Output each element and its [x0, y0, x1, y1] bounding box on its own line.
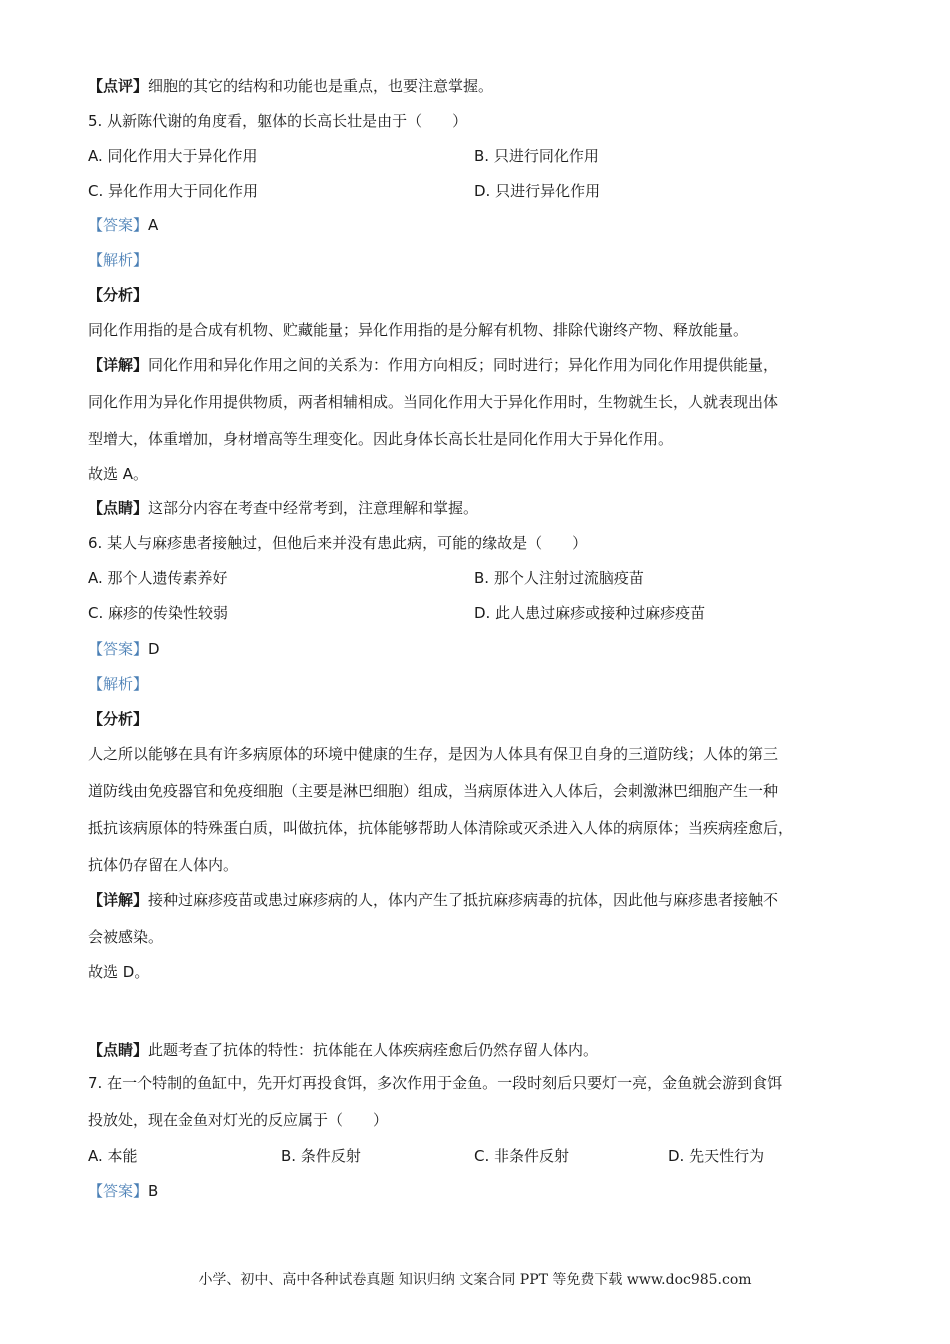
q5-option-b: B. 只进行同化作用 [474, 147, 599, 165]
dianjing-tag: 【点睛】 [88, 499, 149, 517]
q6-xiangjie-l1 [88, 890, 778, 910]
dianjing-text: 此题考查了抗体的特性：抗体能在人体疾病痊愈后仍然存留人体内。 [148, 1041, 599, 1059]
q6-dianjing [88, 1040, 598, 1060]
dianjing-text: 这部分内容在考查中经常考到，注意理解和掌握。 [148, 499, 479, 517]
q7-stem-l1: 7. 在一个特制的鱼缸中，先开灯再投食饵，多次作用于金鱼。一段时刻后只要灯一亮，金鱼就会游到食饵 [88, 1074, 783, 1092]
q5-answer [88, 215, 158, 235]
q5-jiexi-tag: 【解析】 [88, 251, 149, 269]
q5-xiangjie-l3: 型增大，体重增加，身材增高等生理变化。因此身体长高长壮是同化作用大于异化作用。 [88, 430, 674, 448]
q6-fenxi-l1: 人之所以能够在具有许多病原体的环境中健康的生存，是因为人体具有保卫自身的三道防线；人体的第三 [88, 745, 779, 763]
answer-value: A [148, 216, 159, 234]
answer-value: D [148, 640, 160, 658]
answer-tag: 【答案】 [88, 640, 149, 658]
q6-fenxi-l2: 道防线由免疫器官和免疫细胞（主要是淋巴细胞）组成，当病原体进入人体后，会刺激淋巴细胞产生一种 [88, 782, 779, 800]
q7-option-b: B. 条件反射 [281, 1147, 361, 1165]
q6-jiexi-tag: 【解析】 [88, 675, 149, 693]
answer-tag: 【答案】 [88, 1182, 149, 1200]
answer-tag: 【答案】 [88, 216, 149, 234]
q6-option-d: D. 此人患过麻疹或接种过麻疹疫苗 [474, 604, 706, 622]
q5-xiangjie-l1 [88, 355, 778, 375]
page-footer: 小学、初中、高中各种试卷真题 知识归纳 文案合同 PPT 等免费下载 www.doc985.com [198, 1272, 752, 1288]
q6-choose: 故选 D。 [88, 963, 150, 981]
comment-line [88, 76, 493, 96]
q5-dianjing [88, 498, 478, 518]
q7-option-c: C. 非条件反射 [474, 1147, 570, 1165]
q6-stem: 6. 某人与麻疹患者接触过，但他后来并没有患此病，可能的缘故是（ ） [88, 534, 588, 552]
q6-fenxi-tag: 【分析】 [88, 710, 149, 728]
q6-option-c: C. 麻疹的传染性较弱 [88, 604, 229, 622]
q5-stem: 5. 从新陈代谢的角度看，躯体的长高长壮是由于（ ） [88, 112, 468, 130]
q6-answer [88, 639, 160, 659]
xiangjie-tag: 【详解】 [88, 356, 149, 374]
answer-value: B [148, 1182, 159, 1200]
q5-option-c: C. 异化作用大于同化作用 [88, 182, 259, 200]
q5-option-a: A. 同化作用大于异化作用 [88, 147, 258, 165]
xiangjie-tag: 【详解】 [88, 891, 149, 909]
q7-option-d: D. 先天性行为 [668, 1147, 765, 1165]
q6-option-a: A. 那个人遗传素养好 [88, 569, 228, 587]
q5-xiangjie-l2: 同化作用为异化作用提供物质，两者相辅相成。当同化作用大于异化作用时，生物就生长，人就表现出体 [88, 393, 779, 411]
dianjing-tag: 【点睛】 [88, 1041, 149, 1059]
q6-fenxi-l4: 抗体仍存留在人体内。 [88, 856, 239, 874]
q5-option-d: D. 只进行异化作用 [474, 182, 601, 200]
comment-tag: 【点评】 [88, 77, 149, 95]
q5-fenxi: 同化作用指的是合成有机物、贮藏能量；异化作用指的是分解有机物、排除代谢终产物、释放能量。 [88, 321, 749, 339]
comment-text: 细胞的其它的结构和功能也是重点，也要注意掌握。 [148, 77, 494, 95]
q7-stem-l2: 投放处，现在金鱼对灯光的反应属于（ ） [88, 1111, 389, 1129]
xiangjie-text: 接种过麻疹疫苗或患过麻疹病的人，体内产生了抵抗麻疹病毒的抗体，因此他与麻疹患者接触不 [148, 891, 779, 909]
q5-choose: 故选 A。 [88, 465, 149, 483]
q6-fenxi-l3: 抵抗该病原体的特殊蛋白质，叫做抗体，抗体能够帮助人体清除或灭杀进入人体的病原体；当疾病痊愈后， [88, 819, 794, 837]
q6-xiangjie-l2: 会被感染。 [88, 928, 164, 946]
q7-answer [88, 1181, 158, 1201]
xiangjie-text: 同化作用和异化作用之间的关系为：作用方向相反；同时进行；异化作用为同化作用提供能量， [148, 356, 779, 374]
q5-fenxi-tag: 【分析】 [88, 286, 149, 304]
q6-option-b: B. 那个人注射过流脑疫苗 [474, 569, 644, 587]
q7-option-a: A. 本能 [88, 1147, 138, 1165]
